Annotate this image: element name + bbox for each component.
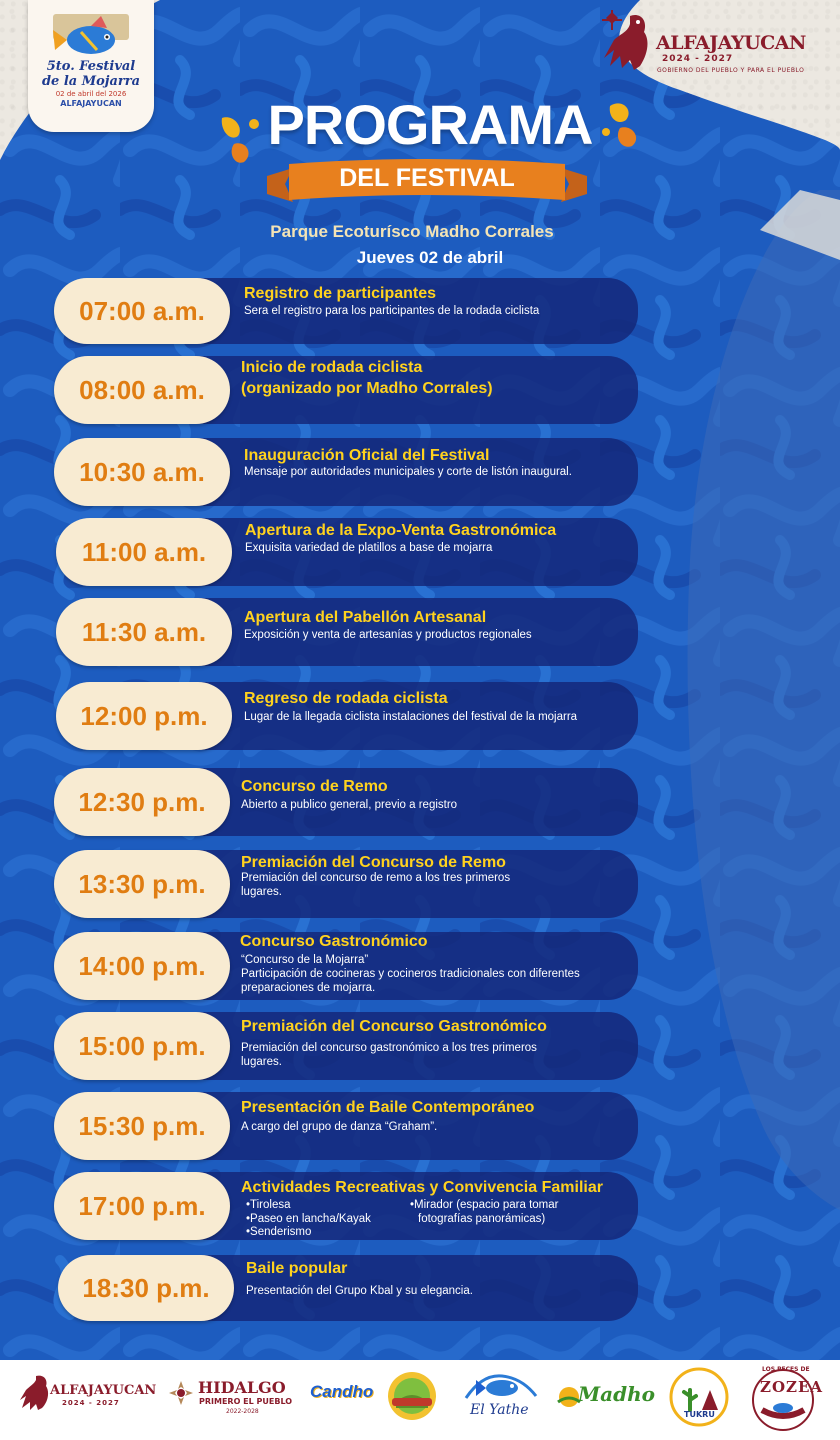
event-title: Apertura del Pabellón Artesanal (244, 609, 487, 626)
event-title: Premiación del Concurso de Remo (241, 854, 506, 871)
schedule-row (0, 278, 840, 344)
event-description: Sera el registro para los participantes de la rodada ciclista (244, 305, 540, 317)
venue-name: Parque Ecoturísco Madho Corrales (270, 222, 554, 241)
event-title-line2: (organizado por Madho Corrales) (241, 380, 493, 397)
event-title: Regreso de rodada ciclista (244, 690, 448, 707)
candho-text: Candho (310, 1382, 374, 1401)
schedule-row (0, 1092, 840, 1160)
activity-item: • Senderismo (246, 1226, 371, 1240)
activity-item: • Mirador (espacio para tomar (410, 1199, 558, 1213)
event-description: Mensaje por autoridades municipales y corte de listón inaugural. (244, 466, 572, 478)
sun-badge-logo (384, 1368, 440, 1424)
schedule-row (0, 1255, 840, 1321)
zozea-logo (748, 1364, 824, 1434)
event-description: Premiación del concurso gastronómico a los tres primeros (241, 1042, 537, 1054)
event-description: “Concurso de la Mojarra” (241, 954, 369, 966)
event-title: Concurso de Remo (241, 778, 388, 795)
activities-list-left (246, 1199, 371, 1240)
alfajayucan-years: 2024 - 2027 (62, 1399, 120, 1407)
event-description-line2: lugares. (241, 886, 282, 898)
time-pill: 12:30 p.m. (54, 768, 230, 836)
activity-item-continuation: fotografías panorámicas) (418, 1212, 546, 1225)
madho-text: Madho (578, 1382, 655, 1406)
event-title: Premiación del Concurso Gastronómico (241, 1018, 547, 1035)
tukru-text: TUKRU (684, 1410, 715, 1419)
schedule-row (0, 768, 840, 836)
hidalgo-years: 2022-2028 (226, 1408, 259, 1415)
event-title: Presentación de Baile Contemporáneo (241, 1099, 535, 1116)
time-pill: 10:30 a.m. (54, 438, 230, 506)
time-pill: 15:00 p.m. (54, 1012, 230, 1080)
event-title: Apertura de la Expo-Venta Gastronómica (245, 522, 557, 539)
time-pill: 12:00 p.m. (56, 682, 232, 750)
schedule-row (0, 598, 840, 666)
event-title: Baile popular (246, 1260, 348, 1277)
eagle-emblem-icon (600, 10, 656, 74)
time-pill: 11:30 a.m. (56, 598, 232, 666)
ribbon-text: DEL FESTIVAL (339, 164, 515, 192)
time-pill: 08:00 a.m. (54, 356, 230, 424)
badge-title-line1: 5to. Festival (46, 59, 136, 74)
event-description: Lugar de la llegada ciclista instalaciones del festival de la mojarra (244, 711, 578, 723)
sponsor-footer (0, 1360, 840, 1440)
schedule-row (0, 850, 840, 918)
mojarra-fish-icon (51, 10, 131, 58)
time-pill: 17:00 p.m. (54, 1172, 230, 1240)
event-description: A cargo del grupo de danza “Graham”. (241, 1121, 438, 1133)
event-description: Abierto a publico general, previo a registro (241, 799, 458, 811)
time-pill: 15:30 p.m. (54, 1092, 230, 1160)
alfajayucan-logo (18, 1372, 158, 1422)
zozea-text: ZOZEA (760, 1378, 824, 1396)
eagle-emblem-icon (18, 1372, 52, 1412)
event-description: Presentación del Grupo Kbal y su elegancia. (246, 1285, 473, 1297)
hidalgo-logo (168, 1378, 298, 1422)
event-description-line3: preparaciones de mojarra. (241, 982, 376, 994)
hidalgo-subtitle: PRIMERO EL PUEBLO (199, 1397, 293, 1406)
badge-date: 02 de abril del 2026 (55, 90, 127, 98)
time-pill: 18:30 p.m. (58, 1255, 234, 1321)
schedule-row (0, 932, 840, 1000)
schedule-row (0, 356, 840, 424)
activities-list-right (410, 1199, 558, 1226)
event-title: Registro de participantes (244, 285, 437, 302)
time-pill: 14:00 p.m. (54, 932, 230, 1000)
event-description-line2: Participación de cocineras y cocineros tradicionales con diferentes (241, 968, 580, 980)
event-title: Actividades Recreativas y Convivencia Familiar (241, 1179, 603, 1196)
time-pill: 07:00 a.m. (54, 278, 230, 344)
schedule-row (0, 682, 840, 750)
event-title: Inauguración Oficial del Festival (244, 447, 490, 464)
schedule-row (0, 518, 840, 586)
activity-item: • Tirolesa (246, 1199, 371, 1213)
tukru-logo (668, 1366, 730, 1428)
event-description-line2: lugares. (241, 1056, 282, 1068)
schedule-row (0, 1012, 840, 1080)
zozea-seal-icon (748, 1364, 818, 1434)
el-yathe-logo (462, 1368, 544, 1428)
event-description: Exquisita variedad de platillos a base de mojarra (245, 542, 493, 554)
el-yathe-text: El Yathe (470, 1402, 529, 1418)
madho-logo (556, 1378, 655, 1418)
activity-item: • Paseo en lancha/Kayak (246, 1213, 371, 1227)
event-description: Premiación del concurso de remo a los tres primeros (241, 872, 511, 884)
schedule-row (0, 1172, 840, 1240)
badge-title-line2: de la Mojarra (41, 74, 141, 89)
zozea-top-text: LOS PECES DE (762, 1366, 810, 1373)
event-description: Exposición y venta de artesanías y productos regionales (244, 629, 532, 641)
gov-slogan: GOBIERNO DEL PUEBLO Y PARA EL PUEBLO (657, 67, 805, 74)
event-title: Concurso Gastronómico (240, 933, 428, 950)
alfajayucan-text: ALFAJAYUCAN (50, 1383, 157, 1398)
time-pill: 11:00 a.m. (56, 518, 232, 586)
fish-icon (462, 1368, 540, 1404)
event-date: Jueves 02 de abril (356, 248, 504, 267)
gov-years: 2024 - 2027 (662, 54, 734, 64)
hidalgo-flower-icon (168, 1380, 194, 1406)
page-title: PROGRAMA (267, 93, 593, 156)
badge-town: ALFAJAYUCAN (60, 99, 122, 108)
hidalgo-text: HIDALGO (198, 1378, 286, 1397)
gov-name: ALFAJAYUCAN (656, 32, 806, 54)
time-pill: 13:30 p.m. (54, 850, 230, 918)
schedule-row (0, 438, 840, 506)
candho-logo (310, 1380, 374, 1408)
government-logo (600, 10, 828, 74)
event-title: Inicio de rodada ciclista (241, 359, 423, 376)
